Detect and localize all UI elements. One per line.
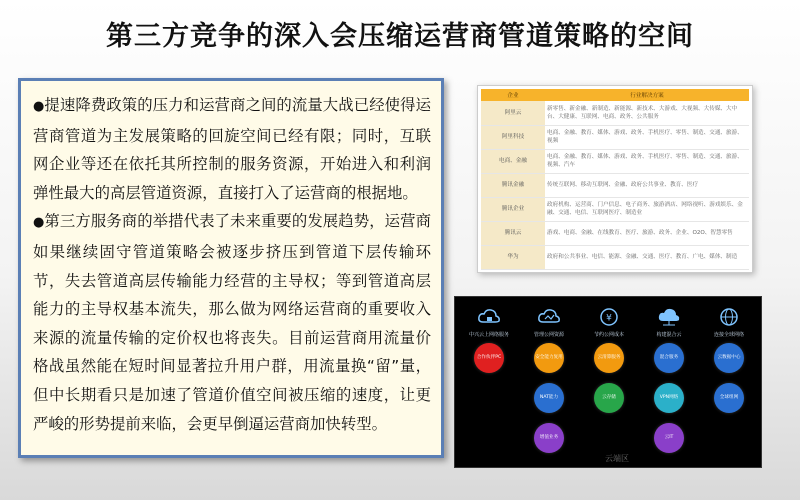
table-row	[481, 221, 749, 245]
paragraph-2	[33, 207, 431, 438]
service-columns	[455, 305, 762, 465]
cloud-lock-icon	[477, 307, 501, 327]
svg-text:¥: ¥	[606, 313, 612, 324]
service-circle: 混合服务	[654, 343, 684, 373]
table-cell-company: 腾讯云	[481, 221, 545, 245]
table-cell-company: 华为	[481, 245, 545, 269]
table-cell-solutions: 传统互联网、移动互联网、金融、政府公共事业、教育、医疗	[545, 173, 749, 197]
table-cell-solutions: 新零售、新金融、新制造、新能源、新技术、大游戏、大视频、大传媒、大中台、大健康、互联网、电商、政务、公共服务	[545, 101, 749, 125]
table-cell-company: 电商、金融	[481, 149, 545, 173]
table-cell-company: 阿里科技	[481, 125, 545, 149]
service-column	[459, 305, 519, 465]
service-column-label: 节约公网成本	[593, 332, 624, 338]
service-circle: NAT能力	[534, 383, 564, 413]
service-column	[639, 305, 699, 465]
service-column-label: 管理公网资源	[533, 332, 564, 338]
coin-icon	[597, 307, 621, 327]
service-column-label: 构建混合云	[656, 332, 682, 338]
service-circle: 云IT	[654, 423, 684, 453]
table-cell-solutions: 游戏、电商、金融、在线教育、医疗、旅游、政务、企业、O2O、智慧零售	[545, 221, 749, 245]
service-circle: 增值业务	[534, 423, 564, 453]
service-circle: 云存储	[594, 383, 624, 413]
table-row	[481, 125, 749, 149]
table-cell-solutions: 政府和公共事业、电信、能源、金融、交通、医疗、教育、广电、媒体、制造	[545, 245, 749, 269]
table-cell-solutions: 电商、金融、教育、媒体、游戏、政务、手机医疗、零售、制造、交通、旅游、视频、汽车	[545, 149, 749, 173]
table-row	[481, 101, 749, 125]
service-column	[699, 305, 759, 465]
table-row	[481, 149, 749, 173]
paragraph-text: 第三方服务商的举措代表了未来重要的发展趋势，运营商如果继续固守管道策略会被逐步挤压到管道下层传输环节，失去管道高层传输能力经营的主导权；等到管道高层能力的主导权基本流失，那么做为网络运营商的重要收入来源的流量传输的定价权也将丧失。目前运营商用流量价格战虽然能在短时间显著拉升用户群，用流量换“留”量，但中长期看只是加速了管道价值空间被压缩的速度，让更严峻的形势提前来临，会更早倒逼运营商加快转型。	[33, 212, 431, 433]
service-circle: 合作伙伴PC	[474, 343, 504, 373]
cloud-network-icon	[657, 307, 681, 327]
globe-icon	[717, 307, 741, 327]
paragraph-1	[33, 91, 431, 207]
service-column	[519, 305, 579, 465]
service-circle: 全球组网	[714, 383, 744, 413]
service-circle: 云数据中心	[714, 343, 744, 373]
industry-solutions-table	[481, 89, 749, 270]
table-cell-company: 阿里云	[481, 101, 545, 125]
table-header-company: 企业	[481, 89, 545, 101]
table-row	[481, 173, 749, 197]
bullet-icon: ●	[33, 99, 45, 114]
industry-solutions-table-image	[477, 85, 753, 273]
service-circle: 安全能力复用	[534, 343, 564, 373]
service-circle: VPN网络	[654, 383, 684, 413]
table-cell-company: 腾讯金融	[481, 173, 545, 197]
table-body	[481, 101, 749, 269]
paragraph-text: 提速降费政策的压力和运营商之间的流量大战已经使得运营商管道为主发展策略的回旋空间已经有限；同时，互联网企业等还在依托其所控制的服务资源，开始进入和利润弹性最大的高层管道资源，直接打入了运营商的根据地。	[33, 96, 431, 202]
service-column-label: 中兴云上网络服务	[468, 332, 509, 338]
table-row	[481, 197, 749, 221]
table-header-solutions: 行业解决方案	[545, 89, 749, 101]
service-circle: 云清算服务	[594, 343, 624, 373]
page-title: 第三方竞争的深入会压缩运营商管道策略的空间	[106, 21, 694, 52]
table-cell-company: 腾讯企业	[481, 197, 545, 221]
cloud-icon	[537, 307, 561, 327]
table-header-row	[481, 89, 749, 101]
table-cell-solutions: 政府机构、运营商、门户信息、电子商务、旅游酒店、网络视听、游戏娱乐、金融、交通、电信、互联网医疗、制造业	[545, 197, 749, 221]
service-column	[579, 305, 639, 465]
network-services-diagram	[454, 296, 762, 468]
table-row	[481, 245, 749, 269]
table-cell-solutions: 电商、金融、教育、媒体、游戏、政务、手机医疗、零售、制造、交通、旅游、视频	[545, 125, 749, 149]
service-column-label: 连接全球网络	[713, 332, 744, 338]
watermark-text: 云端区	[605, 454, 629, 463]
bullet-icon: ●	[33, 215, 45, 231]
content-text-box	[18, 78, 444, 458]
